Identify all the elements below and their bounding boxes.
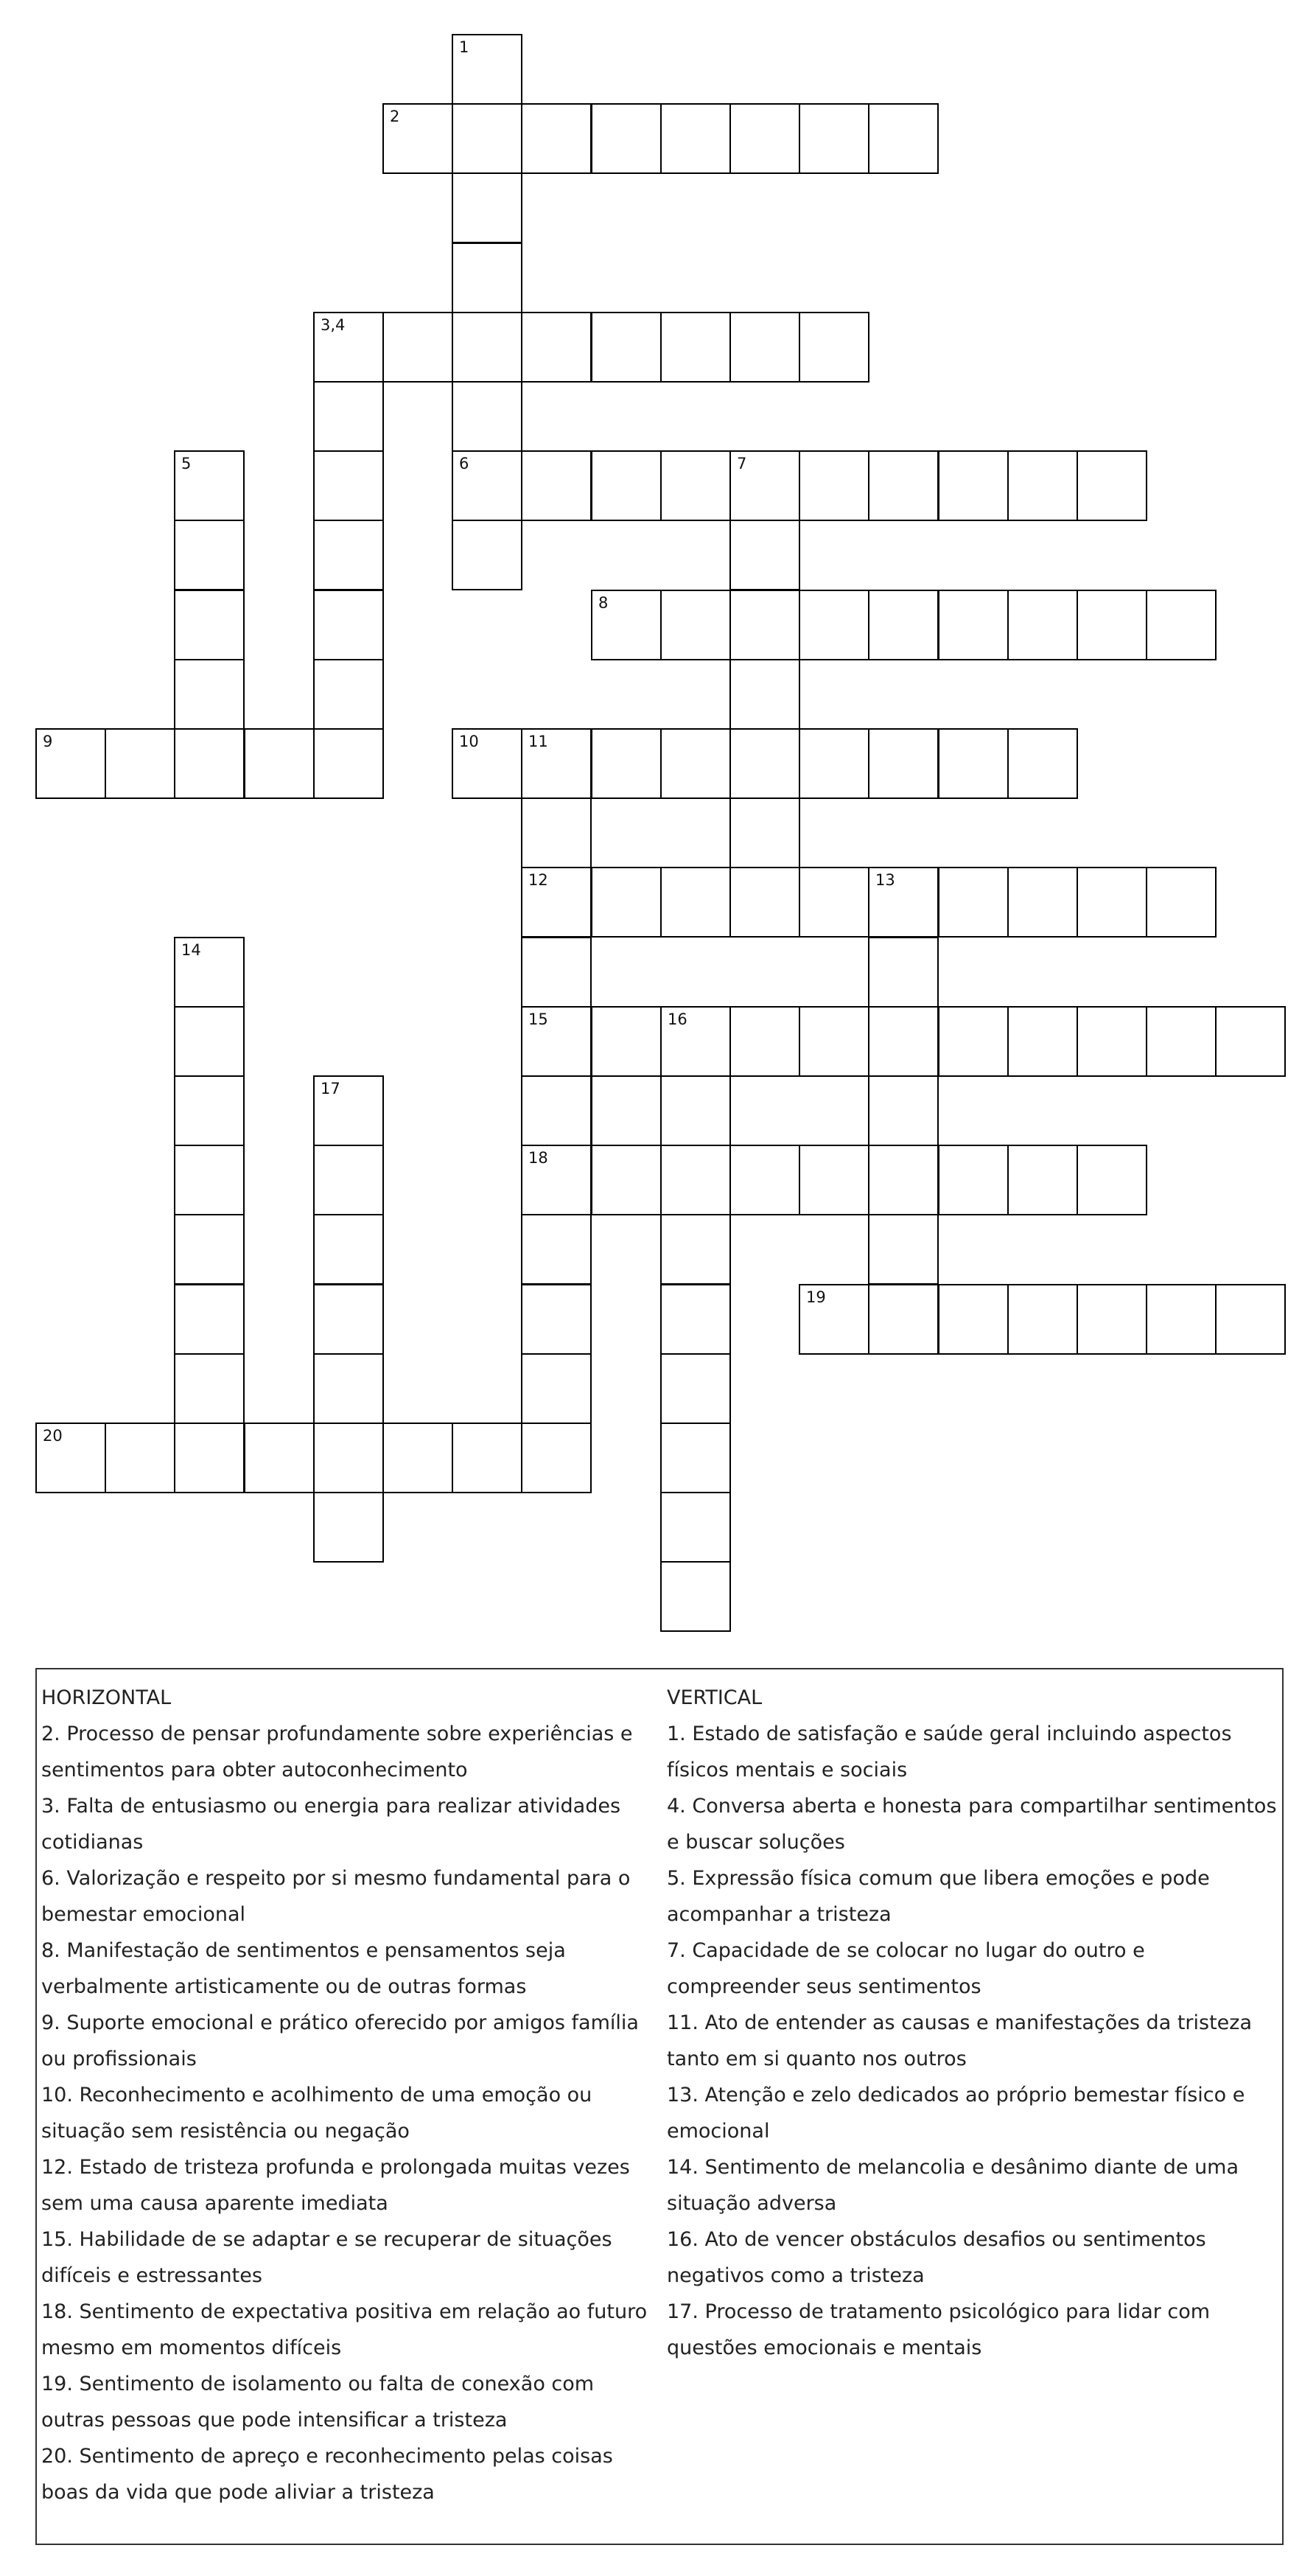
grid-cell[interactable]: [660, 1284, 731, 1355]
grid-cell[interactable]: [174, 590, 245, 660]
grid-cell[interactable]: [868, 1075, 939, 1146]
grid-cell[interactable]: [313, 590, 384, 660]
grid-cell[interactable]: [660, 450, 731, 521]
grid-cell[interactable]: [591, 1145, 662, 1215]
grid-cell[interactable]: [729, 1145, 800, 1215]
grid-cell[interactable]: [799, 103, 869, 174]
grid-cell[interactable]: [868, 728, 939, 799]
grid-cell[interactable]: [313, 1423, 384, 1493]
grid-cell[interactable]: [660, 312, 731, 383]
grid-cell[interactable]: [313, 1075, 384, 1146]
grid-cell[interactable]: [174, 1145, 245, 1215]
vertical-clue-4: 4. Conversa aberta e honesta para compartilhar sentimentos e buscar soluções: [667, 1795, 1277, 1854]
vertical-clue-17: 17. Processo de tratamento psicológico para lidar com questões emocionais e mentais: [667, 2300, 1211, 2359]
grid-cell[interactable]: [729, 450, 800, 521]
grid-cell[interactable]: [521, 1214, 592, 1285]
grid-cell[interactable]: [174, 728, 245, 799]
grid-cell[interactable]: [174, 450, 245, 521]
grid-cell[interactable]: [868, 1214, 939, 1285]
horizontal-title: HORIZONTAL: [41, 1686, 172, 1709]
horizontal-clues: [41, 1680, 653, 2510]
grid-cell[interactable]: [174, 1075, 245, 1146]
grid-cell[interactable]: [452, 103, 522, 174]
grid-cell[interactable]: [1077, 867, 1147, 938]
clue-number: 14: [181, 941, 201, 959]
clue-number: 1: [459, 38, 469, 56]
grid-cell[interactable]: [660, 1075, 731, 1146]
clue-number: 17: [321, 1080, 340, 1097]
grid-cell[interactable]: [382, 312, 453, 383]
horizontal-clue-9: 9. Suporte emocional e prático oferecido por amigos família ou profissionais: [41, 2011, 639, 2070]
grid-cell[interactable]: [174, 1423, 245, 1493]
grid-cell[interactable]: [729, 312, 800, 383]
grid-cell[interactable]: [1007, 1006, 1078, 1077]
grid-cell[interactable]: [521, 1423, 592, 1493]
grid-cell[interactable]: [1007, 1284, 1078, 1355]
clue-number: 7: [737, 455, 747, 472]
grid-cell[interactable]: [938, 1145, 1009, 1215]
clue-number: 19: [806, 1288, 826, 1306]
grid-cell[interactable]: [1146, 867, 1217, 938]
grid-cell[interactable]: [1215, 1284, 1286, 1355]
grid-cell[interactable]: [1007, 1145, 1078, 1215]
grid-cell[interactable]: [591, 450, 662, 521]
grid-cell[interactable]: [729, 590, 800, 660]
grid-cell[interactable]: [174, 520, 245, 590]
grid-cell[interactable]: [521, 1284, 592, 1355]
grid-cell[interactable]: [938, 867, 1009, 938]
grid-cell[interactable]: [660, 1145, 731, 1215]
grid-cell[interactable]: [660, 1353, 731, 1424]
grid-cell[interactable]: [591, 1006, 662, 1077]
grid-cell[interactable]: [521, 867, 592, 938]
grid-cell[interactable]: [313, 1284, 384, 1355]
grid-cell[interactable]: [660, 590, 731, 660]
grid-cell[interactable]: [313, 450, 384, 521]
grid-cell[interactable]: [1146, 1006, 1217, 1077]
horizontal-clue-20: 20. Sentimento de apreço e reconhecimento pelas coisas boas da vida que pode aliviar a tristeza: [41, 2445, 613, 2504]
grid-cell[interactable]: [1146, 590, 1217, 660]
grid-cell[interactable]: [591, 867, 662, 938]
grid-cell[interactable]: [729, 659, 800, 730]
grid-cell[interactable]: [660, 103, 731, 174]
grid-cell[interactable]: [799, 312, 869, 383]
grid-cell[interactable]: [660, 728, 731, 799]
grid-cell[interactable]: [452, 312, 522, 383]
grid-cell[interactable]: [452, 242, 522, 313]
grid-cell[interactable]: [660, 867, 731, 938]
grid-cell[interactable]: [938, 728, 1009, 799]
clue-number: 5: [181, 455, 192, 472]
grid-cell[interactable]: [174, 1006, 245, 1077]
grid-cell[interactable]: [174, 1353, 245, 1424]
grid-cell[interactable]: [452, 34, 522, 105]
grid-cell[interactable]: [521, 1006, 592, 1077]
grid-cell[interactable]: [1077, 590, 1147, 660]
grid-cell[interactable]: [521, 728, 592, 799]
grid-cell[interactable]: [452, 1423, 522, 1493]
grid-cell[interactable]: [1077, 1284, 1147, 1355]
grid-cell[interactable]: [1007, 728, 1078, 799]
grid-cell[interactable]: [1007, 590, 1078, 660]
grid-cell[interactable]: [174, 659, 245, 730]
grid-cell[interactable]: [660, 1561, 731, 1632]
grid-cell[interactable]: [1077, 1006, 1147, 1077]
grid-cell[interactable]: [313, 728, 384, 799]
clue-number: 11: [528, 733, 548, 750]
grid-cell[interactable]: [729, 103, 800, 174]
grid-cell[interactable]: [729, 1006, 800, 1077]
grid-cell[interactable]: [452, 172, 522, 243]
grid-cell[interactable]: [868, 590, 939, 660]
grid-cell[interactable]: [521, 103, 592, 174]
grid-cell[interactable]: [1007, 867, 1078, 938]
horizontal-clue-6: 6. Valorização e respeito por si mesmo fundamental para o bemestar emocional: [41, 1867, 631, 1926]
grid-cell[interactable]: [868, 450, 939, 521]
grid-cell[interactable]: [591, 1075, 662, 1146]
grid-cell[interactable]: [591, 590, 662, 660]
grid-cell[interactable]: [174, 1214, 245, 1285]
grid-cell[interactable]: [799, 867, 869, 938]
grid-cell[interactable]: [1007, 450, 1078, 521]
grid-cell[interactable]: [35, 1423, 106, 1493]
grid-cell[interactable]: [729, 520, 800, 590]
grid-cell[interactable]: [938, 450, 1009, 521]
grid-cell[interactable]: [729, 728, 800, 799]
clue-number: 8: [598, 594, 609, 612]
grid-cell[interactable]: [521, 1145, 592, 1215]
clue-number: 18: [528, 1149, 548, 1167]
grid-cell[interactable]: [452, 520, 522, 590]
grid-cell[interactable]: [313, 1145, 384, 1215]
grid-cell[interactable]: [868, 1006, 939, 1077]
vertical-clue-1: 1. Estado de satisfação e saúde geral incluindo aspectos físicos mentais e sociais: [667, 1722, 1232, 1781]
grid-cell[interactable]: [799, 1284, 869, 1355]
vertical-clue-5: 5. Expressão física comum que libera emoções e pode acompanhar a tristeza: [667, 1867, 1210, 1926]
grid-cell[interactable]: [1077, 450, 1147, 521]
grid-cell[interactable]: [174, 1284, 245, 1355]
grid-cell[interactable]: [313, 1353, 384, 1424]
clue-number: 3,4: [321, 316, 346, 334]
grid-cell[interactable]: [938, 1006, 1009, 1077]
grid-cell[interactable]: [382, 103, 453, 174]
grid-cell[interactable]: [591, 728, 662, 799]
grid-cell[interactable]: [105, 728, 175, 799]
grid-cell[interactable]: [799, 1145, 869, 1215]
grid-cell[interactable]: [313, 659, 384, 730]
grid-cell[interactable]: [244, 1423, 315, 1493]
grid-cell[interactable]: [452, 450, 522, 521]
grid-cell[interactable]: [313, 1492, 384, 1563]
grid-cell[interactable]: [868, 937, 939, 1008]
clue-number: 16: [668, 1010, 687, 1028]
horizontal-clue-10: 10. Reconhecimento e acolhimento de uma emoção ou situação sem resistência ou negação: [41, 2084, 592, 2143]
grid-cell[interactable]: [729, 797, 800, 868]
grid-cell[interactable]: [313, 520, 384, 590]
grid-cell[interactable]: [591, 103, 662, 174]
horizontal-clue-18: 18. Sentimento de expectativa positiva em relação ao futuro mesmo em momentos difíceis: [41, 2300, 648, 2359]
horizontal-clue-19: 19. Sentimento de isolamento ou falta de conexão com outras pessoas que pode intensificar a tristeza: [41, 2373, 595, 2432]
grid-cell[interactable]: [660, 1423, 731, 1493]
clue-number: 2: [390, 108, 400, 125]
horizontal-clue-2: 2. Processo de pensar profundamente sobre experiências e sentimentos para obter autoconhecimento: [41, 1722, 633, 1781]
grid-cell[interactable]: [35, 728, 106, 799]
grid-cell[interactable]: [521, 1353, 592, 1424]
grid-cell[interactable]: [313, 381, 384, 452]
horizontal-clue-15: 15. Habilidade de se adaptar e se recuperar de situações difíceis e estressantes: [41, 2228, 612, 2287]
grid-cell[interactable]: [868, 1284, 939, 1355]
vertical-title: VERTICAL: [667, 1686, 763, 1709]
grid-cell[interactable]: [521, 797, 592, 868]
grid-cell[interactable]: [868, 1145, 939, 1215]
grid-cell[interactable]: [452, 728, 522, 799]
grid-cell[interactable]: [799, 728, 869, 799]
horizontal-clue-8: 8. Manifestação de sentimentos e pensamentos seja verbalmente artisticamente ou de outras formas: [41, 1939, 566, 1998]
grid-cell[interactable]: [799, 450, 869, 521]
grid-cell[interactable]: [313, 1214, 384, 1285]
grid-cell[interactable]: [868, 867, 939, 938]
grid-cell[interactable]: [868, 103, 939, 174]
vertical-clues: [667, 1680, 1278, 2366]
grid-cell[interactable]: [174, 937, 245, 1008]
clue-number: 10: [459, 733, 479, 750]
grid-cell[interactable]: [591, 312, 662, 383]
clue-number: 9: [43, 733, 53, 750]
grid-cell[interactable]: [521, 312, 592, 383]
grid-cell[interactable]: [521, 1075, 592, 1146]
grid-cell[interactable]: [1215, 1006, 1286, 1077]
vertical-clue-16: 16. Ato de vencer obstáculos desafios ou sentimentos negativos como a tristeza: [667, 2228, 1206, 2287]
clues-panel: [35, 1668, 1284, 2545]
vertical-clue-14: 14. Sentimento de melancolia e desânimo diante de uma situação adversa: [667, 2156, 1239, 2215]
grid-cell[interactable]: [660, 1006, 731, 1077]
clue-number: 13: [875, 871, 895, 889]
clue-number: 12: [528, 871, 548, 889]
clue-number: 20: [43, 1427, 63, 1445]
grid-cell[interactable]: [521, 450, 592, 521]
vertical-clue-13: 13. Atenção e zelo dedicados ao próprio bemestar físico e emocional: [667, 2084, 1245, 2143]
grid-cell[interactable]: [660, 1214, 731, 1285]
grid-cell[interactable]: [105, 1423, 175, 1493]
grid-cell[interactable]: [313, 312, 384, 383]
grid-cell[interactable]: [521, 937, 592, 1008]
horizontal-clue-3: 3. Falta de entusiasmo ou energia para realizar atividades cotidianas: [41, 1795, 621, 1854]
vertical-clue-7: 7. Capacidade de se colocar no lugar do outro e compreender seus sentimentos: [667, 1939, 1145, 1998]
grid-cell[interactable]: [799, 590, 869, 660]
grid-cell[interactable]: [244, 728, 315, 799]
grid-cell[interactable]: [660, 1492, 731, 1563]
grid-cell[interactable]: [938, 590, 1009, 660]
grid-cell[interactable]: [452, 381, 522, 452]
grid-cell[interactable]: [382, 1423, 453, 1493]
horizontal-clue-12: 12. Estado de tristeza profunda e prolongada muitas vezes sem uma causa aparente imediata: [41, 2156, 630, 2215]
grid-cell[interactable]: [938, 1284, 1009, 1355]
grid-cell[interactable]: [799, 1006, 869, 1077]
grid-cell[interactable]: [729, 867, 800, 938]
vertical-clue-11: 11. Ato de entender as causas e manifestações da tristeza tanto em si quanto nos outros: [667, 2011, 1252, 2070]
clue-number: 6: [459, 455, 469, 472]
grid-cell[interactable]: [1146, 1284, 1217, 1355]
grid-cell[interactable]: [1077, 1145, 1147, 1215]
clue-number: 15: [528, 1010, 548, 1028]
